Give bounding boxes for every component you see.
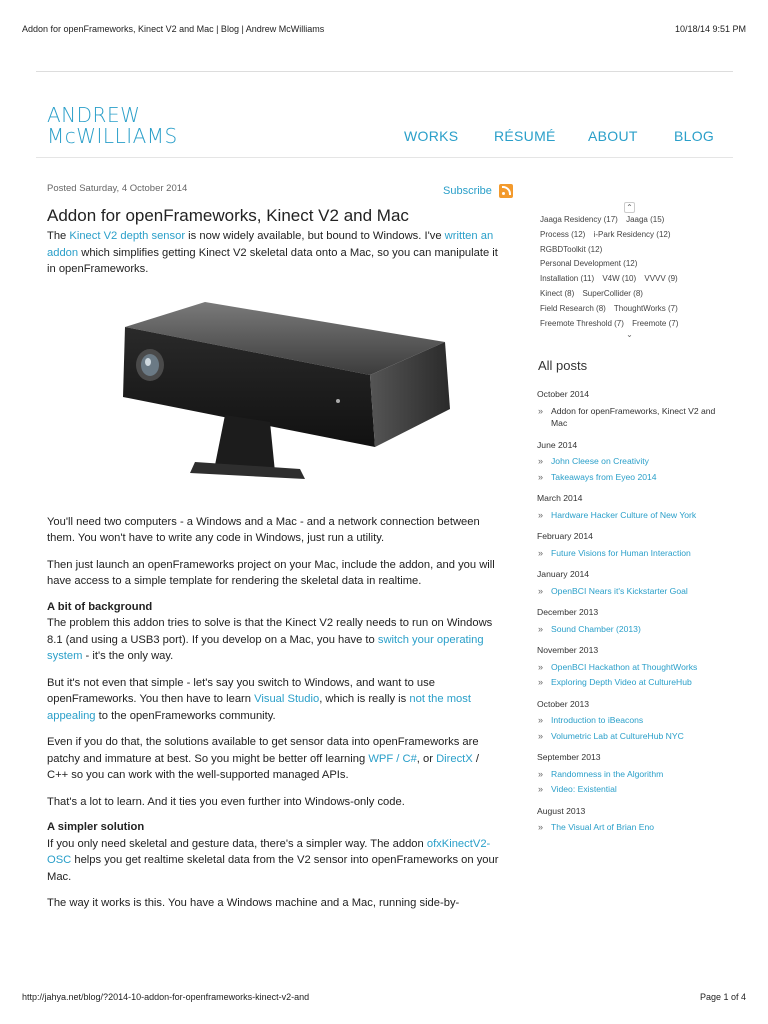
- archive-post-title: John Cleese on Creativity: [551, 456, 649, 466]
- chevron-right-icon: »: [538, 585, 544, 596]
- print-page-title: Addon for openFrameworks, Kinect V2 and Mac | Blog | Andrew McWilliams: [22, 24, 325, 34]
- chevron-right-icon: »: [538, 715, 544, 725]
- all-posts-heading: All posts: [538, 358, 588, 373]
- archive-month: June 2014: [537, 439, 578, 450]
- chevron-right-icon: »: [538, 661, 544, 672]
- nav-resume[interactable]: RÉSUMÉ: [494, 128, 556, 144]
- archive-post-title: The Visual Art of Brian Eno: [551, 822, 655, 832]
- nav-works[interactable]: WORKS: [404, 128, 459, 144]
- post-title: Addon for openFrameworks, Kinect V2 and Mac: [47, 206, 409, 225]
- archive-post-link[interactable]: [537, 661, 722, 674]
- archive-post-link[interactable]: [537, 547, 722, 560]
- archive-month: November 2013: [537, 645, 599, 655]
- archive-post-title: Volumetric Lab at CultureHub NYC: [551, 730, 684, 741]
- not-appealing-link[interactable]: not the most appealing: [47, 693, 471, 722]
- top-divider: [36, 71, 733, 72]
- rss-icon[interactable]: [499, 184, 513, 198]
- archive-month: February 2014: [537, 531, 593, 541]
- paragraph-how-it-works: The way it works is this. You have a Windows machine and a Mac, running side-by-: [47, 897, 460, 909]
- print-datetime: 10/18/14 9:51 PM: [674, 24, 746, 34]
- archive-post-link[interactable]: [537, 623, 722, 636]
- switch-os-link[interactable]: switch your operating system: [47, 633, 484, 662]
- ofxkinectv2-osc-link[interactable]: ofxKinectV2-OSC: [47, 837, 491, 866]
- archive-month: October 2014: [537, 389, 590, 399]
- chevron-right-icon: »: [538, 677, 544, 687]
- tag-link[interactable]: SuperCollider (8): [582, 288, 643, 298]
- paragraph-lot-to-learn: That's a lot to learn. And it ties you even further into Windows-only code.: [47, 795, 405, 808]
- archive-month: August 2013: [537, 805, 586, 816]
- paragraph-solutions: Even if you do that, the solutions available to get sensor data into openFrameworks are patchy and immature at best. So you might be better off learning WPF / C#, or DirectX / C++ so you can work with the well-supported managed APIs.: [47, 736, 479, 781]
- chevron-right-icon: »: [538, 471, 544, 482]
- archive-post-link[interactable]: [537, 730, 722, 743]
- visual-studio-link[interactable]: Visual Studio: [254, 693, 320, 705]
- archive-post-link[interactable]: [537, 455, 722, 468]
- addon-link[interactable]: written an addon: [47, 230, 494, 259]
- intro-paragraph: The Kinect V2 depth sensor is now widely available, but bound to Windows. I've written an addon which simplifies getting Kinect V2 skeletal data onto a Mac, so you can manipulate it in openFrameworks.: [47, 230, 498, 275]
- heading-background: A bit of background: [47, 600, 153, 613]
- logo-line-1: ANDREW: [47, 103, 141, 127]
- archive-post-link[interactable]: [537, 783, 722, 796]
- chevron-right-icon: »: [538, 822, 544, 832]
- tag-link[interactable]: Kinect (8): [540, 288, 575, 298]
- chevron-right-icon: »: [538, 509, 544, 520]
- tag-scroll-down-icon[interactable]: ⌄: [626, 330, 633, 339]
- archive-month: October 2013: [537, 698, 590, 709]
- tag-link[interactable]: Installation (11): [540, 274, 595, 284]
- subscribe-link[interactable]: Subscribe: [443, 185, 492, 197]
- archive-post-link[interactable]: [537, 585, 722, 598]
- archive-post-title: OpenBCI Nears it's Kickstarter Goal: [551, 585, 688, 596]
- archive-month: March 2014: [537, 493, 583, 503]
- archive-post-title: Takeaways from Eyeo 2014: [551, 471, 657, 482]
- archive-post-title: Sound Chamber (2013): [551, 623, 641, 634]
- archive-post-link[interactable]: [537, 714, 722, 727]
- archive-post-title: Introduction to iBeacons: [551, 715, 644, 725]
- directx-link[interactable]: DirectX: [436, 752, 473, 765]
- wpf-csharp-link[interactable]: WPF / C#: [368, 752, 417, 765]
- archive-post-title: Video: Existential: [551, 784, 617, 794]
- archive-month: December 2013: [537, 607, 599, 617]
- archive-post-link[interactable]: [537, 509, 722, 522]
- tag-link[interactable]: ThoughtWorks (7): [613, 303, 678, 313]
- chevron-right-icon: »: [538, 405, 544, 416]
- main-nav: [0, 124, 768, 148]
- chevron-right-icon: »: [538, 547, 544, 558]
- tag-link[interactable]: Field Research (8): [540, 303, 606, 313]
- header-divider: [36, 157, 733, 158]
- nav-blog[interactable]: BLOG: [674, 128, 715, 144]
- tag-link[interactable]: Process (12): [540, 229, 586, 239]
- tag-link[interactable]: VVVV (9): [644, 274, 678, 284]
- print-url: http://jahya.net/blog/?2014-10-addon-for-openframeworks-kinect-v2-and: [22, 992, 310, 1002]
- archive-month: September 2013: [537, 752, 601, 762]
- post-date: Posted Saturday, 4 October 2014: [47, 183, 188, 194]
- archive-post-link[interactable]: [537, 471, 722, 484]
- tag-link[interactable]: Personal Development (12): [540, 259, 638, 269]
- paragraph-launch: Then just launch an openFrameworks project on your Mac, include the addon, and you will have access to a simple template for rendering the skeletal data in realtime.: [47, 558, 495, 587]
- heading-simpler: A simpler solution: [47, 821, 145, 833]
- archive-post-title: Addon for openFrameworks, Kinect V2 and Mac: [551, 405, 716, 428]
- nav-about[interactable]: ABOUT: [588, 128, 638, 144]
- paragraph-not-simple: But it's not even that simple - let's say you switch to Windows, and want to use openFrameworks. You then have to learn Visual Studio, which is really is not the most appealing to the openFrameworks community.: [47, 676, 471, 722]
- chevron-right-icon: »: [538, 768, 544, 779]
- paragraph-simpler: If you only need skeletal and gesture data, there's a simpler way. The addon ofxKinectV2-OSC helps you get realtime skeletal data from the V2 sensor into openFrameworks on your Mac.: [47, 837, 499, 883]
- tag-link[interactable]: RGBDToolkit (12): [540, 244, 603, 254]
- archive-post-title: OpenBCI Hackathon at ThoughtWorks: [551, 661, 698, 672]
- tag-link[interactable]: Jaaga Residency (17): [540, 215, 618, 224]
- tag-link[interactable]: Freemote Threshold (7): [540, 318, 624, 328]
- print-footer: [0, 990, 768, 1010]
- chevron-right-icon: »: [538, 730, 544, 741]
- tag-link[interactable]: Freemote (7): [632, 318, 679, 328]
- chevron-right-icon: »: [538, 623, 544, 634]
- tag-cloud: [540, 213, 725, 329]
- archive-post-title: Future Visions for Human Interaction: [551, 547, 691, 558]
- tag-scroll-up-icon[interactable]: ⌃: [624, 202, 635, 213]
- archive-post-link[interactable]: [537, 768, 722, 781]
- print-header: [0, 0, 768, 40]
- archive-post-title: Exploring Depth Video at CultureHub: [551, 677, 692, 687]
- tag-link[interactable]: V4W (10): [602, 274, 637, 284]
- chevron-right-icon: »: [538, 784, 544, 794]
- chevron-right-icon: »: [538, 456, 544, 466]
- kinect-v2-image: [95, 297, 465, 482]
- post-archive: [537, 388, 722, 837]
- kinect-sensor-link[interactable]: Kinect V2 depth sensor: [69, 230, 186, 242]
- archive-month: January 2014: [537, 569, 590, 579]
- archive-post-link[interactable]: [537, 821, 722, 834]
- logo-line-2: McWILLIAMS: [47, 124, 178, 148]
- tag-link[interactable]: i-Park Residency (12): [593, 229, 671, 239]
- archive-post-link[interactable]: [537, 405, 722, 430]
- paragraph-computers: You'll need two computers - a Windows and a Mac - and a network connection between them. You won't have to write any code in Windows, just run a utility.: [47, 515, 480, 544]
- archive-post-title: Randomness in the Algorithm: [551, 768, 664, 779]
- print-page-number: Page 1 of 4: [699, 992, 746, 1002]
- tag-link[interactable]: Jaaga (15): [626, 215, 665, 224]
- archive-post-link[interactable]: [537, 676, 722, 689]
- archive-post-title: Hardware Hacker Culture of New York: [551, 509, 697, 520]
- paragraph-problem: The problem this addon tries to solve is that the Kinect V2 really needs to run on Windows 8.1 (and using a USB3 port). If you develop on a Mac, you have to switch your operating system - it's the only way.: [47, 617, 493, 662]
